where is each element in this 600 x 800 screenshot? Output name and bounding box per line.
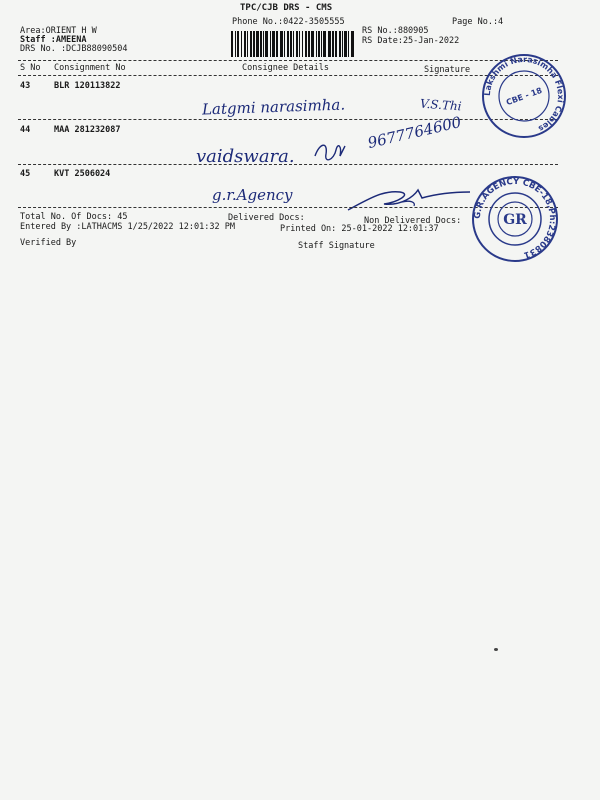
- handwritten-consignee: vaidswara.: [196, 146, 295, 167]
- non-delivered-docs: Non Delivered Docs:: [364, 216, 462, 226]
- ink-speck: [494, 648, 498, 651]
- report-title: TPC/CJB DRS - CMS: [240, 3, 333, 13]
- entered-by: Entered By :LATHACMS 1/25/2022 12:01:32 PM: [20, 222, 235, 232]
- total-docs: Total No. Of Docs: 45: [20, 212, 128, 222]
- divider: [18, 119, 558, 120]
- company-stamp-gr-agency: [470, 174, 560, 264]
- barcode-bar: [296, 31, 298, 57]
- svg-text:G.R.AGENCY CBE-18,Ph:2380831: G.R.AGENCY CBE-18,Ph:2380831: [472, 176, 558, 260]
- col-signature: Signature: [424, 65, 471, 75]
- divider: [18, 164, 558, 165]
- barcode-bar: [256, 31, 259, 57]
- barcode-bar: [316, 31, 317, 57]
- handwritten-phone: 9677764600: [365, 112, 463, 152]
- drs-number: DRS No. :DCJB88090504: [20, 44, 128, 54]
- barcode: [231, 31, 357, 57]
- page-number: Page No.:4: [452, 17, 504, 27]
- barcode-bar: [237, 31, 239, 57]
- barcode-bar: [344, 31, 347, 57]
- row-consignment: KVT 2506024: [54, 169, 111, 179]
- col-s-no: S No: [20, 63, 41, 73]
- barcode-bar: [348, 31, 349, 57]
- row-consignment: MAA 281232087: [54, 125, 121, 135]
- divider: [18, 60, 558, 61]
- barcode-bar: [335, 31, 337, 57]
- barcode-bar: [265, 31, 268, 57]
- barcode-bar: [287, 31, 289, 57]
- barcode-bar: [260, 31, 262, 57]
- signature-scribble: [340, 180, 480, 220]
- divider: [18, 75, 558, 76]
- svg-text:Lakshmi Narasimha Flexi Cables: Lakshmi Narasimha Flexi Cables: [482, 54, 566, 134]
- barcode-bar: [284, 31, 285, 57]
- staff-signature: Staff Signature: [298, 241, 375, 251]
- col-consignee-details: Consignee Details: [242, 63, 329, 73]
- barcode-bar: [280, 31, 283, 57]
- barcode-bar: [253, 31, 255, 57]
- phone-number: Phone No.:0422-3505555: [232, 17, 345, 27]
- barcode-bar: [244, 31, 246, 57]
- svg-text:GR: GR: [503, 212, 527, 228]
- barcode-bar: [235, 31, 236, 57]
- barcode-bar: [247, 31, 248, 57]
- staff-label: Staff :AMEENA: [20, 35, 87, 45]
- barcode-bar: [323, 31, 326, 57]
- barcode-bar: [321, 31, 322, 57]
- barcode-bar: [302, 31, 303, 57]
- barcode-bar: [231, 31, 233, 57]
- barcode-bar: [299, 31, 300, 57]
- rs-number: RS No.:880905: [362, 26, 429, 36]
- barcode-bar: [318, 31, 320, 57]
- barcode-bar: [342, 31, 343, 57]
- barcode-bar: [328, 31, 331, 57]
- barcode-bar: [270, 31, 271, 57]
- handwritten-consignee: g.r.Agency: [212, 186, 293, 204]
- rs-date: RS Date:25-Jan-2022: [362, 36, 460, 46]
- col-consignment-no: Consignment No: [54, 63, 126, 73]
- barcode-bar: [263, 31, 264, 57]
- row-s-no: 44: [20, 125, 31, 135]
- row-consignment: BLR 120113822: [54, 81, 121, 91]
- barcode-bar: [250, 31, 252, 57]
- barcode-bar: [290, 31, 292, 57]
- delivered-docs: Delivered Docs:: [228, 213, 305, 223]
- barcode-bar: [332, 31, 334, 57]
- barcode-bar: [241, 31, 242, 57]
- barcode-bar: [311, 31, 314, 57]
- barcode-bar: [305, 31, 307, 57]
- barcode-bar: [276, 31, 278, 57]
- area-label: Area:ORIENT H W: [20, 26, 97, 36]
- handwritten-consignee: Latgmi narasimha.: [201, 95, 346, 119]
- row-s-no: 45: [20, 169, 31, 179]
- printed-on: Printed On: 25-01-2022 12:01:37: [280, 224, 439, 234]
- svg-text:CBE - 18: CBE - 18: [505, 85, 544, 108]
- barcode-bar: [293, 31, 294, 57]
- barcode-bar: [339, 31, 341, 57]
- barcode-bar: [272, 31, 275, 57]
- barcode-bar: [351, 31, 354, 57]
- company-stamp-flexi-cables: [480, 52, 568, 140]
- handwritten-signature: V.S.Thi: [419, 96, 463, 114]
- verified-by: Verified By: [20, 238, 77, 248]
- barcode-bar: [308, 31, 310, 57]
- row-s-no: 43: [20, 81, 31, 91]
